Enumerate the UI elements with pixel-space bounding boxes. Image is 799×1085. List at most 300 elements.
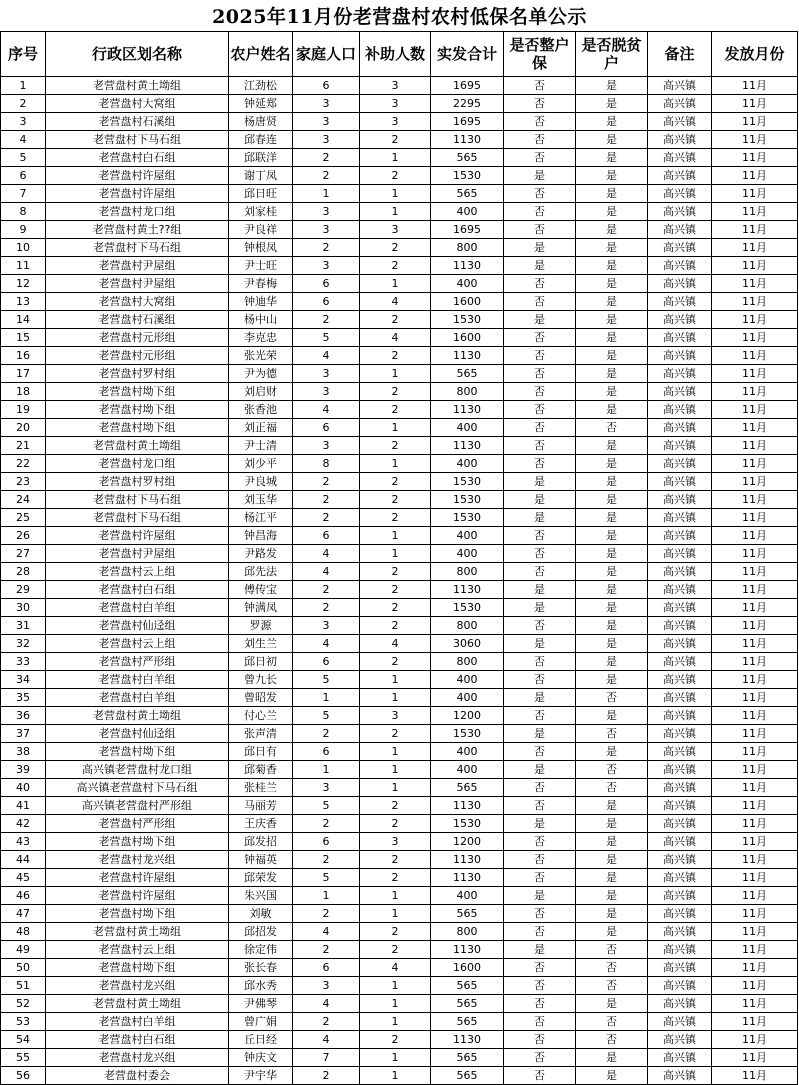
- cell-subsidized-count: 1: [360, 1067, 431, 1085]
- cell-index: 42: [1, 815, 46, 833]
- cell-region: 老营盘村尹屋组: [46, 257, 229, 275]
- cell-household-size: 1: [293, 761, 360, 779]
- table-row: [1, 941, 798, 959]
- cell-poverty-exit: 是: [576, 149, 648, 167]
- cell-name: 邱日初: [229, 653, 293, 671]
- cell-region: 老营盘村黄土坳组: [46, 923, 229, 941]
- cell-whole-household: 否: [504, 959, 576, 977]
- cell-whole-household: 否: [504, 833, 576, 851]
- cell-total-paid: 1530: [431, 473, 504, 491]
- cell-index: 41: [1, 797, 46, 815]
- cell-month: 11月: [712, 545, 798, 563]
- cell-month: 11月: [712, 275, 798, 293]
- cell-remarks: 高兴镇: [648, 419, 712, 437]
- cell-poverty-exit: 是: [576, 905, 648, 923]
- cell-whole-household: 否: [504, 275, 576, 293]
- cell-household-size: 4: [293, 995, 360, 1013]
- sheet-title-row: [0, 0, 799, 31]
- cell-poverty-exit: 否: [576, 725, 648, 743]
- cell-poverty-exit: 否: [576, 959, 648, 977]
- cell-total-paid: 1130: [431, 851, 504, 869]
- roster-table: [0, 31, 798, 1085]
- cell-total-paid: 400: [431, 545, 504, 563]
- cell-month: 11月: [712, 185, 798, 203]
- cell-index: 39: [1, 761, 46, 779]
- cell-poverty-exit: 是: [576, 347, 648, 365]
- cell-poverty-exit: 是: [576, 473, 648, 491]
- cell-whole-household: 否: [504, 1013, 576, 1031]
- cell-poverty-exit: 否: [576, 1031, 648, 1049]
- cell-index: 53: [1, 1013, 46, 1031]
- cell-household-size: 2: [293, 239, 360, 257]
- cell-whole-household: 否: [504, 1049, 576, 1067]
- cell-name: 邱水秀: [229, 977, 293, 995]
- cell-index: 25: [1, 509, 46, 527]
- header-row: [1, 32, 798, 77]
- cell-name: 江劲松: [229, 77, 293, 95]
- cell-household-size: 4: [293, 563, 360, 581]
- cell-month: 11月: [712, 293, 798, 311]
- cell-poverty-exit: 是: [576, 365, 648, 383]
- cell-whole-household: 否: [504, 437, 576, 455]
- cell-name: 尹春梅: [229, 275, 293, 293]
- cell-index: 13: [1, 293, 46, 311]
- cell-subsidized-count: 2: [360, 581, 431, 599]
- table-row: [1, 581, 798, 599]
- table-row: [1, 419, 798, 437]
- table-row: [1, 563, 798, 581]
- cell-region: 老营盘村坳下组: [46, 401, 229, 419]
- cell-index: 27: [1, 545, 46, 563]
- cell-total-paid: 1130: [431, 941, 504, 959]
- cell-total-paid: 400: [431, 419, 504, 437]
- table-row: [1, 887, 798, 905]
- cell-total-paid: 2295: [431, 95, 504, 113]
- cell-remarks: 高兴镇: [648, 347, 712, 365]
- cell-remarks: 高兴镇: [648, 851, 712, 869]
- cell-whole-household: 是: [504, 491, 576, 509]
- cell-index: 18: [1, 383, 46, 401]
- cell-index: 17: [1, 365, 46, 383]
- cell-whole-household: 否: [504, 923, 576, 941]
- cell-index: 35: [1, 689, 46, 707]
- cell-total-paid: 800: [431, 653, 504, 671]
- cell-region: 老营盘村下马石组: [46, 491, 229, 509]
- cell-name: 钟迪华: [229, 293, 293, 311]
- cell-region: 老营盘村严形组: [46, 815, 229, 833]
- table-row: [1, 437, 798, 455]
- cell-total-paid: 565: [431, 779, 504, 797]
- cell-household-size: 5: [293, 707, 360, 725]
- cell-region: 老营盘村石溪组: [46, 311, 229, 329]
- cell-household-size: 1: [293, 887, 360, 905]
- cell-name: 张声清: [229, 725, 293, 743]
- cell-subsidized-count: 2: [360, 257, 431, 275]
- cell-name: 曾广娟: [229, 1013, 293, 1031]
- table-row: [1, 671, 798, 689]
- cell-name: 张长春: [229, 959, 293, 977]
- cell-name: 杨中山: [229, 311, 293, 329]
- cell-name: 李克忠: [229, 329, 293, 347]
- cell-index: 14: [1, 311, 46, 329]
- cell-region: 老营盘村下马石组: [46, 239, 229, 257]
- cell-household-size: 3: [293, 113, 360, 131]
- cell-region: 老营盘村坳下组: [46, 833, 229, 851]
- cell-region: 老营盘村黄土坳组: [46, 995, 229, 1013]
- cell-whole-household: 否: [504, 131, 576, 149]
- cell-poverty-exit: 是: [576, 131, 648, 149]
- cell-index: 19: [1, 401, 46, 419]
- cell-poverty-exit: 否: [576, 689, 648, 707]
- cell-subsidized-count: 2: [360, 869, 431, 887]
- cell-household-size: 3: [293, 257, 360, 275]
- cell-household-size: 2: [293, 509, 360, 527]
- cell-household-size: 6: [293, 419, 360, 437]
- cell-region: 老营盘村白羊组: [46, 599, 229, 617]
- cell-region: 老营盘村许屋组: [46, 869, 229, 887]
- cell-whole-household: 是: [504, 761, 576, 779]
- cell-index: 54: [1, 1031, 46, 1049]
- cell-poverty-exit: 是: [576, 617, 648, 635]
- cell-month: 11月: [712, 905, 798, 923]
- cell-index: 56: [1, 1067, 46, 1085]
- cell-total-paid: 1530: [431, 815, 504, 833]
- cell-poverty-exit: 是: [576, 167, 648, 185]
- cell-poverty-exit: 否: [576, 779, 648, 797]
- cell-name: 尹宇华: [229, 1067, 293, 1085]
- cell-month: 11月: [712, 797, 798, 815]
- cell-poverty-exit: 是: [576, 527, 648, 545]
- cell-subsidized-count: 4: [360, 329, 431, 347]
- cell-name: 丘日经: [229, 1031, 293, 1049]
- cell-remarks: 高兴镇: [648, 149, 712, 167]
- cell-remarks: 高兴镇: [648, 185, 712, 203]
- cell-region: 老营盘村许屋组: [46, 887, 229, 905]
- cell-whole-household: 否: [504, 563, 576, 581]
- cell-total-paid: 800: [431, 239, 504, 257]
- cell-index: 23: [1, 473, 46, 491]
- cell-month: 11月: [712, 383, 798, 401]
- cell-month: 11月: [712, 203, 798, 221]
- sheet-title: 2025年11月份老营盘村农村低保名单公示: [212, 6, 587, 28]
- table-row: [1, 455, 798, 473]
- cell-household-size: 2: [293, 725, 360, 743]
- cell-month: 11月: [712, 689, 798, 707]
- cell-remarks: 高兴镇: [648, 869, 712, 887]
- table-row: [1, 347, 798, 365]
- cell-household-size: 3: [293, 779, 360, 797]
- cell-month: 11月: [712, 761, 798, 779]
- table-row: [1, 923, 798, 941]
- cell-remarks: 高兴镇: [648, 473, 712, 491]
- cell-total-paid: 3060: [431, 635, 504, 653]
- cell-name: 尹路发: [229, 545, 293, 563]
- cell-index: 7: [1, 185, 46, 203]
- cell-whole-household: 否: [504, 365, 576, 383]
- cell-name: 尹为德: [229, 365, 293, 383]
- cell-index: 36: [1, 707, 46, 725]
- cell-remarks: 高兴镇: [648, 887, 712, 905]
- cell-index: 8: [1, 203, 46, 221]
- cell-poverty-exit: 是: [576, 491, 648, 509]
- cell-month: 11月: [712, 707, 798, 725]
- cell-total-paid: 565: [431, 149, 504, 167]
- cell-region: 老营盘村龙口组: [46, 455, 229, 473]
- cell-whole-household: 否: [504, 221, 576, 239]
- cell-region: 老营盘村元形组: [46, 347, 229, 365]
- cell-total-paid: 565: [431, 1013, 504, 1031]
- header-household-size: 家庭人口: [293, 32, 360, 77]
- cell-whole-household: 否: [504, 113, 576, 131]
- cell-subsidized-count: 1: [360, 527, 431, 545]
- cell-poverty-exit: 是: [576, 113, 648, 131]
- cell-name: 邱日有: [229, 743, 293, 761]
- cell-poverty-exit: 是: [576, 311, 648, 329]
- cell-index: 46: [1, 887, 46, 905]
- cell-subsidized-count: 1: [360, 1013, 431, 1031]
- cell-month: 11月: [712, 887, 798, 905]
- cell-subsidized-count: 2: [360, 815, 431, 833]
- table-row: [1, 743, 798, 761]
- cell-total-paid: 1200: [431, 833, 504, 851]
- table-row: [1, 509, 798, 527]
- cell-remarks: 高兴镇: [648, 833, 712, 851]
- cell-whole-household: 否: [504, 185, 576, 203]
- cell-whole-household: 否: [504, 743, 576, 761]
- table-row: [1, 725, 798, 743]
- cell-poverty-exit: 否: [576, 419, 648, 437]
- cell-name: 傅传宝: [229, 581, 293, 599]
- cell-remarks: 高兴镇: [648, 545, 712, 563]
- cell-region: 老营盘村下马石组: [46, 509, 229, 527]
- cell-household-size: 3: [293, 617, 360, 635]
- cell-remarks: 高兴镇: [648, 1031, 712, 1049]
- cell-region: 老营盘村大窝组: [46, 95, 229, 113]
- cell-month: 11月: [712, 959, 798, 977]
- cell-poverty-exit: 是: [576, 581, 648, 599]
- cell-whole-household: 否: [504, 977, 576, 995]
- cell-month: 11月: [712, 581, 798, 599]
- cell-index: 37: [1, 725, 46, 743]
- cell-whole-household: 否: [504, 851, 576, 869]
- cell-name: 尹良城: [229, 473, 293, 491]
- cell-remarks: 高兴镇: [648, 131, 712, 149]
- cell-whole-household: 否: [504, 329, 576, 347]
- cell-whole-household: 是: [504, 581, 576, 599]
- cell-household-size: 6: [293, 527, 360, 545]
- cell-subsidized-count: 2: [360, 167, 431, 185]
- cell-month: 11月: [712, 509, 798, 527]
- cell-poverty-exit: 是: [576, 437, 648, 455]
- cell-poverty-exit: 是: [576, 545, 648, 563]
- cell-subsidized-count: 1: [360, 761, 431, 779]
- cell-whole-household: 否: [504, 797, 576, 815]
- table-row: [1, 491, 798, 509]
- cell-region: 老营盘村坳下组: [46, 419, 229, 437]
- cell-whole-household: 否: [504, 905, 576, 923]
- cell-name: 尹佛琴: [229, 995, 293, 1013]
- cell-name: 曾昭发: [229, 689, 293, 707]
- table-row: [1, 329, 798, 347]
- cell-region: 老营盘村白羊组: [46, 1013, 229, 1031]
- table-row: [1, 905, 798, 923]
- table-row: [1, 239, 798, 257]
- cell-index: 33: [1, 653, 46, 671]
- cell-remarks: 高兴镇: [648, 383, 712, 401]
- cell-total-paid: 1130: [431, 347, 504, 365]
- cell-month: 11月: [712, 635, 798, 653]
- cell-whole-household: 否: [504, 707, 576, 725]
- cell-month: 11月: [712, 599, 798, 617]
- cell-name: 邱先法: [229, 563, 293, 581]
- cell-total-paid: 400: [431, 527, 504, 545]
- cell-subsidized-count: 3: [360, 833, 431, 851]
- cell-total-paid: 1130: [431, 131, 504, 149]
- cell-household-size: 3: [293, 365, 360, 383]
- cell-household-size: 5: [293, 869, 360, 887]
- cell-name: 邱春连: [229, 131, 293, 149]
- cell-household-size: 5: [293, 797, 360, 815]
- cell-poverty-exit: 是: [576, 671, 648, 689]
- cell-household-size: 4: [293, 635, 360, 653]
- cell-name: 尹士旺: [229, 257, 293, 275]
- table-row: [1, 95, 798, 113]
- cell-poverty-exit: 否: [576, 941, 648, 959]
- cell-index: 40: [1, 779, 46, 797]
- cell-household-size: 4: [293, 923, 360, 941]
- cell-region: 老营盘村龙口组: [46, 203, 229, 221]
- cell-name: 马丽芳: [229, 797, 293, 815]
- cell-name: 张桂兰: [229, 779, 293, 797]
- cell-index: 52: [1, 995, 46, 1013]
- cell-index: 11: [1, 257, 46, 275]
- cell-subsidized-count: 2: [360, 1031, 431, 1049]
- cell-region: 老营盘村龙兴组: [46, 851, 229, 869]
- cell-subsidized-count: 4: [360, 635, 431, 653]
- cell-region: 老营盘村坳下组: [46, 743, 229, 761]
- cell-subsidized-count: 2: [360, 311, 431, 329]
- cell-household-size: 2: [293, 1013, 360, 1031]
- table-body: [1, 77, 798, 1085]
- cell-region: 高兴镇老营盘村严形组: [46, 797, 229, 815]
- cell-subsidized-count: 1: [360, 545, 431, 563]
- cell-total-paid: 565: [431, 185, 504, 203]
- cell-index: 38: [1, 743, 46, 761]
- cell-region: 老营盘村白石组: [46, 1031, 229, 1049]
- cell-total-paid: 400: [431, 743, 504, 761]
- table-row: [1, 311, 798, 329]
- cell-month: 11月: [712, 851, 798, 869]
- cell-total-paid: 800: [431, 383, 504, 401]
- cell-region: 老营盘村罗村组: [46, 473, 229, 491]
- cell-poverty-exit: 是: [576, 653, 648, 671]
- cell-household-size: 2: [293, 599, 360, 617]
- table-row: [1, 131, 798, 149]
- cell-index: 15: [1, 329, 46, 347]
- cell-month: 11月: [712, 257, 798, 275]
- cell-name: 张香池: [229, 401, 293, 419]
- cell-household-size: 7: [293, 1049, 360, 1067]
- cell-household-size: 5: [293, 671, 360, 689]
- cell-index: 50: [1, 959, 46, 977]
- cell-subsidized-count: 2: [360, 383, 431, 401]
- cell-remarks: 高兴镇: [648, 509, 712, 527]
- cell-remarks: 高兴镇: [648, 365, 712, 383]
- cell-poverty-exit: 是: [576, 77, 648, 95]
- cell-region: 老营盘村仙迳组: [46, 617, 229, 635]
- cell-poverty-exit: 是: [576, 95, 648, 113]
- cell-whole-household: 否: [504, 1031, 576, 1049]
- cell-index: 47: [1, 905, 46, 923]
- cell-index: 55: [1, 1049, 46, 1067]
- cell-month: 11月: [712, 653, 798, 671]
- cell-remarks: 高兴镇: [648, 923, 712, 941]
- cell-poverty-exit: 是: [576, 383, 648, 401]
- cell-poverty-exit: 是: [576, 851, 648, 869]
- cell-subsidized-count: 3: [360, 95, 431, 113]
- table-row: [1, 203, 798, 221]
- table-row: [1, 653, 798, 671]
- cell-name: 杨江平: [229, 509, 293, 527]
- cell-poverty-exit: 是: [576, 815, 648, 833]
- cell-region: 老营盘村石溪组: [46, 113, 229, 131]
- table-row: [1, 149, 798, 167]
- cell-household-size: 2: [293, 1067, 360, 1085]
- cell-household-size: 6: [293, 653, 360, 671]
- cell-household-size: 2: [293, 311, 360, 329]
- cell-remarks: 高兴镇: [648, 1013, 712, 1031]
- cell-name: 罗源: [229, 617, 293, 635]
- cell-subsidized-count: 1: [360, 275, 431, 293]
- cell-total-paid: 800: [431, 923, 504, 941]
- cell-region: 老营盘村许屋组: [46, 167, 229, 185]
- cell-total-paid: 800: [431, 617, 504, 635]
- cell-whole-household: 否: [504, 995, 576, 1013]
- cell-name: 尹士清: [229, 437, 293, 455]
- cell-whole-household: 否: [504, 869, 576, 887]
- header-region: 行政区划名称: [46, 32, 229, 77]
- cell-subsidized-count: 2: [360, 491, 431, 509]
- cell-subsidized-count: 2: [360, 725, 431, 743]
- table-row: [1, 1049, 798, 1067]
- table-row: [1, 1013, 798, 1031]
- cell-poverty-exit: 是: [576, 239, 648, 257]
- cell-total-paid: 1530: [431, 167, 504, 185]
- cell-name: 杨唐贤: [229, 113, 293, 131]
- cell-name: 张光荣: [229, 347, 293, 365]
- cell-month: 11月: [712, 923, 798, 941]
- cell-total-paid: 565: [431, 977, 504, 995]
- cell-remarks: 高兴镇: [648, 455, 712, 473]
- cell-remarks: 高兴镇: [648, 275, 712, 293]
- table-row: [1, 707, 798, 725]
- cell-name: 邱招发: [229, 923, 293, 941]
- cell-whole-household: 是: [504, 167, 576, 185]
- cell-household-size: 3: [293, 203, 360, 221]
- table-row: [1, 293, 798, 311]
- cell-region: 老营盘村坳下组: [46, 383, 229, 401]
- cell-household-size: 1: [293, 689, 360, 707]
- table-row: [1, 1031, 798, 1049]
- cell-whole-household: 否: [504, 149, 576, 167]
- cell-total-paid: 565: [431, 1067, 504, 1085]
- table-row: [1, 383, 798, 401]
- cell-poverty-exit: 是: [576, 923, 648, 941]
- cell-index: 45: [1, 869, 46, 887]
- cell-remarks: 高兴镇: [648, 239, 712, 257]
- cell-poverty-exit: 是: [576, 869, 648, 887]
- cell-remarks: 高兴镇: [648, 959, 712, 977]
